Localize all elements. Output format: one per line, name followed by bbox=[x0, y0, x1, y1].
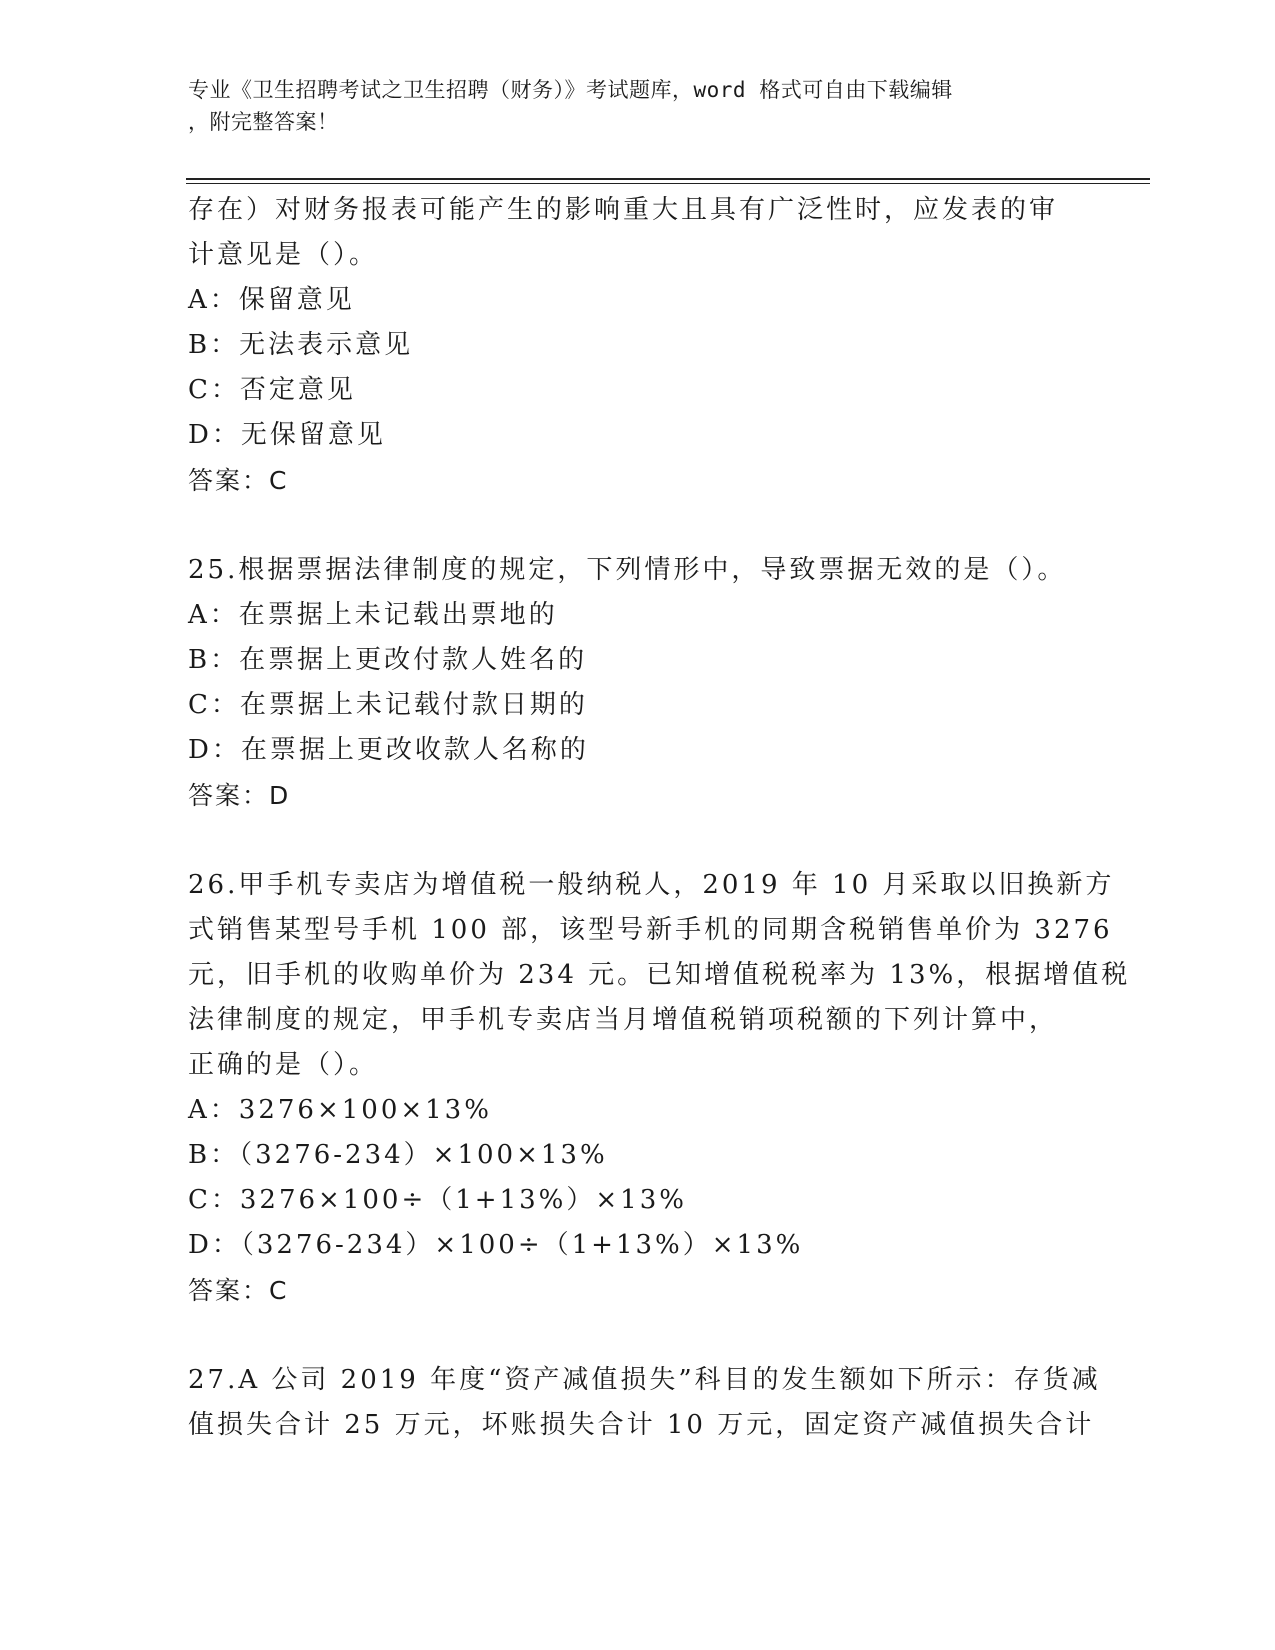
question-stem-line: 正确的是（）。 bbox=[188, 1050, 379, 1080]
option-b: B：无法表示意见 bbox=[188, 330, 414, 360]
question-stem-line: 25.根据票据法律制度的规定，下列情形中，导致票据无效的是（）。 bbox=[188, 555, 1067, 585]
answer-line: 答案：C bbox=[188, 1276, 289, 1305]
answer-line: 答案：D bbox=[188, 781, 291, 810]
option-b: B：在票据上更改付款人姓名的 bbox=[188, 645, 588, 675]
question-stem-line: 27.A 公司 2019 年度“资产减值损失”科目的发生额如下所示：存货减 bbox=[188, 1365, 1101, 1395]
question-24 bbox=[188, 188, 1088, 503]
question-stem-line: 26.甲手机专卖店为增值税一般纳税人，2019 年 10 月采取以旧换新方 bbox=[188, 870, 1115, 900]
question-27 bbox=[188, 1358, 1101, 1448]
question-stem-line: 值损失合计 25 万元，坏账损失合计 10 万元，固定资产减值损失合计 bbox=[188, 1410, 1095, 1440]
header-rule-thin bbox=[186, 183, 1150, 184]
option-c: C：在票据上未记载付款日期的 bbox=[188, 690, 588, 720]
option-c: C：3276×100÷（1+13%）×13% bbox=[188, 1185, 687, 1215]
question-stem-line: 存在）对财务报表可能产生的影响重大且具有广泛性时，应发表的审 bbox=[188, 195, 1059, 225]
option-c: C：否定意见 bbox=[188, 375, 356, 405]
header-rule-thick bbox=[186, 178, 1150, 180]
option-a: A：3276×100×13% bbox=[188, 1095, 492, 1125]
option-d: D：（3276-234）×100÷（1+13%）×13% bbox=[188, 1230, 804, 1260]
document-header: 专业《卫生招聘考试之卫生招聘（财务）》考试题库，word 格式可自由下载编辑 ，附完整答案！ bbox=[188, 78, 953, 134]
option-d: D：在票据上更改收款人名称的 bbox=[188, 735, 589, 765]
spacer bbox=[188, 1313, 1088, 1358]
question-list bbox=[188, 188, 1131, 1448]
question-stem-line: 法律制度的规定，甲手机专卖店当月增值税销项税额的下列计算中， bbox=[188, 1005, 1059, 1035]
question-25 bbox=[188, 548, 1088, 818]
option-a: A：保留意见 bbox=[188, 285, 355, 315]
option-a: A：在票据上未记载出票地的 bbox=[188, 600, 558, 630]
question-26 bbox=[188, 863, 1131, 1313]
question-stem-line: 计意见是（）。 bbox=[188, 240, 379, 270]
question-stem-line: 元，旧手机的收购单价为 234 元。已知增值税税率为 13%，根据增值税 bbox=[188, 960, 1131, 990]
spacer bbox=[188, 818, 1088, 863]
option-b: B：（3276-234）×100×13% bbox=[188, 1140, 608, 1170]
question-stem-line: 式销售某型号手机 100 部，该型号新手机的同期含税销售单价为 3276 bbox=[188, 915, 1113, 945]
spacer bbox=[188, 503, 1088, 548]
option-d: D：无保留意见 bbox=[188, 420, 386, 450]
answer-line: 答案：C bbox=[188, 466, 289, 495]
